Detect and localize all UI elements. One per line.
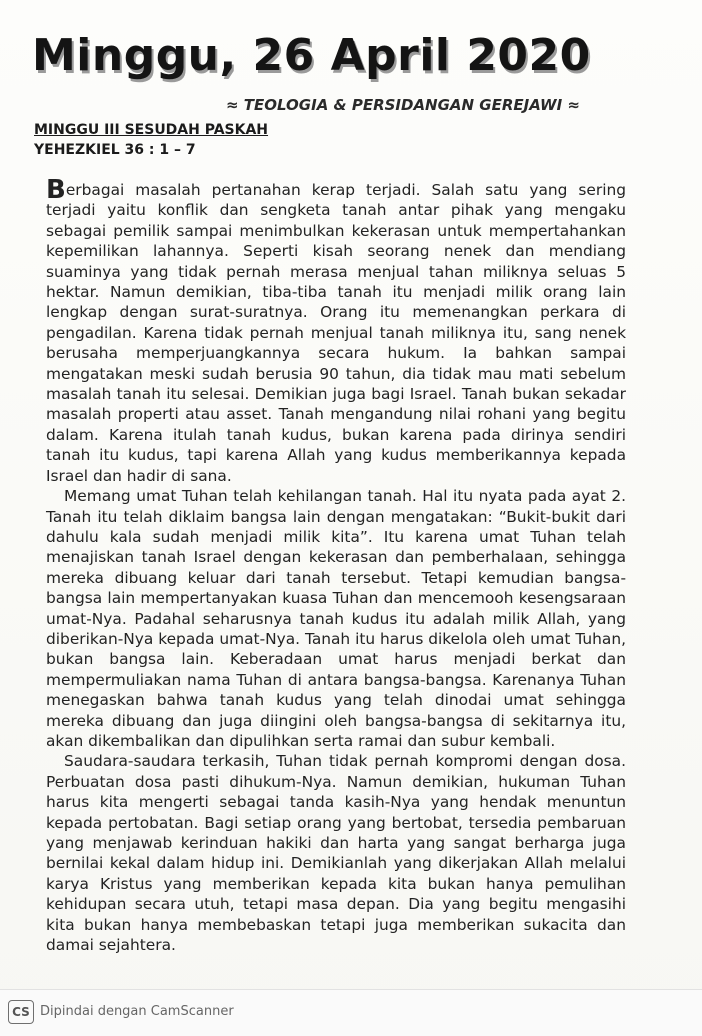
section-subtitle: ≈ TEOLOGIA & PERSIDANGAN GEREJAWI ≈: [226, 96, 580, 114]
devotional-body: [46, 175, 626, 955]
paragraph-1: [46, 175, 626, 486]
scanner-watermark-text: Dipindai dengan CamScanner: [40, 1004, 234, 1019]
liturgical-week: MINGGU III SESUDAH PASKAH: [34, 122, 269, 138]
paragraph-2: Memang umat Tuhan telah kehilangan tanah. Hal itu nyata pada ayat 2. Tanah itu telah diklaim bangsa lain dengan mengatakan: “Bukit-bukit dari dahulu kala sudah menjadi milik kita”. Itu karena umat Tuhan telah menajiskan tanah Israel dengan kekerasan dan pemberhalaan, sehingga mereka dibuang keluar dari tanah tersebut. Tetapi kemudian bangsa-bangsa lain mempertanyakan kuasa Tuhan dan mencemooh kesengsaraan umat-Nya. Padahal seharusnya tanah kudus itu adalah milik Allah, yang diberikan-Nya kepada umat-Nya. Tanah itu harus dikelola oleh umat Tuhan, bukan bangsa lain. Keberadaan umat harus menjadi berkat dan mempermuliakan nama Tuhan di antara bangsa-bangsa. Karenanya Tuhan menegaskan bahwa tanah kudus yang telah dinodai umat sehingga mereka dibuang dan juga diingini oleh bangsa-bangsa di sekitarnya itu, akan dikembalikan dan dipulihkan serta ramai dan subur kembali.: [46, 487, 626, 750]
page-title: Minggu, 26 April 2020: [32, 30, 591, 81]
paragraph-1-text: erbagai masalah pertanahan kerap terjadi. Salah satu yang sering terjadi yaitu konflik dan sengketa tanah antar pihak yang mengaku sebagai pemilik sampai menimbulkan kekerasan untuk mempertahankan kepemilikan lahannya. Seperti kisah seorang nenek dan mendiang suaminya yang tidak pernah merasa menjual tahan miliknya seluas 5 hektar. Namun demikian, tiba-tiba tanah itu menjadi milik orang lain lengkap dengan surat-suratnya. Orang itu memenangkan perkara di pengadilan. Karena tidak pernah menjual tanah miliknya itu, sang nenek berusaha memperjuangkannya secara hukum. Ia bahkan sampai mengatakan meski sudah berusia 90 tahun, dia tidak mau mati sebelum masalah tanah itu selesai. Demikian juga bagi Israel. Tanah bukan sekadar masalah properti atau asset. Tanah mengandung nilai rohani yang begitu dalam. Karena itulah tanah kudus, bukan karena pada dirinya sendiri tanah itu kudus, tapi karena Allah yang kudus memberikannya kepada Israel dan hadir di sana.: [46, 181, 626, 485]
camscanner-logo-icon: CS: [8, 1000, 34, 1024]
drop-cap: B: [46, 175, 66, 205]
scripture-reference: YEHEZKIEL 36 : 1 – 7: [34, 142, 196, 158]
scanner-footer: [0, 989, 702, 1036]
paragraph-3: Saudara-saudara terkasih, Tuhan tidak pernah kompromi dengan dosa. Perbuatan dosa pasti dihukum-Nya. Namun demikian, hukuman Tuhan harus kita mengerti sebagai tanda kasih-Nya yang hendak menuntun kepada pertobatan. Bagi setiap orang yang bertobat, tersedia pembaruan yang menjawab kerinduan hakiki dan harta yang sangat berharga juga bernilai kekal dalam hidup ini. Demikianlah yang dikerjakan Allah melalui karya Kristus yang memberikan kepada kita bukan hanya pemulihan kehidupan secara utuh, tetapi masa depan. Dia yang begitu mengasihi kita bukan hanya membebaskan tetapi juga memberikan sukacita dan damai sejahtera.: [46, 752, 626, 955]
